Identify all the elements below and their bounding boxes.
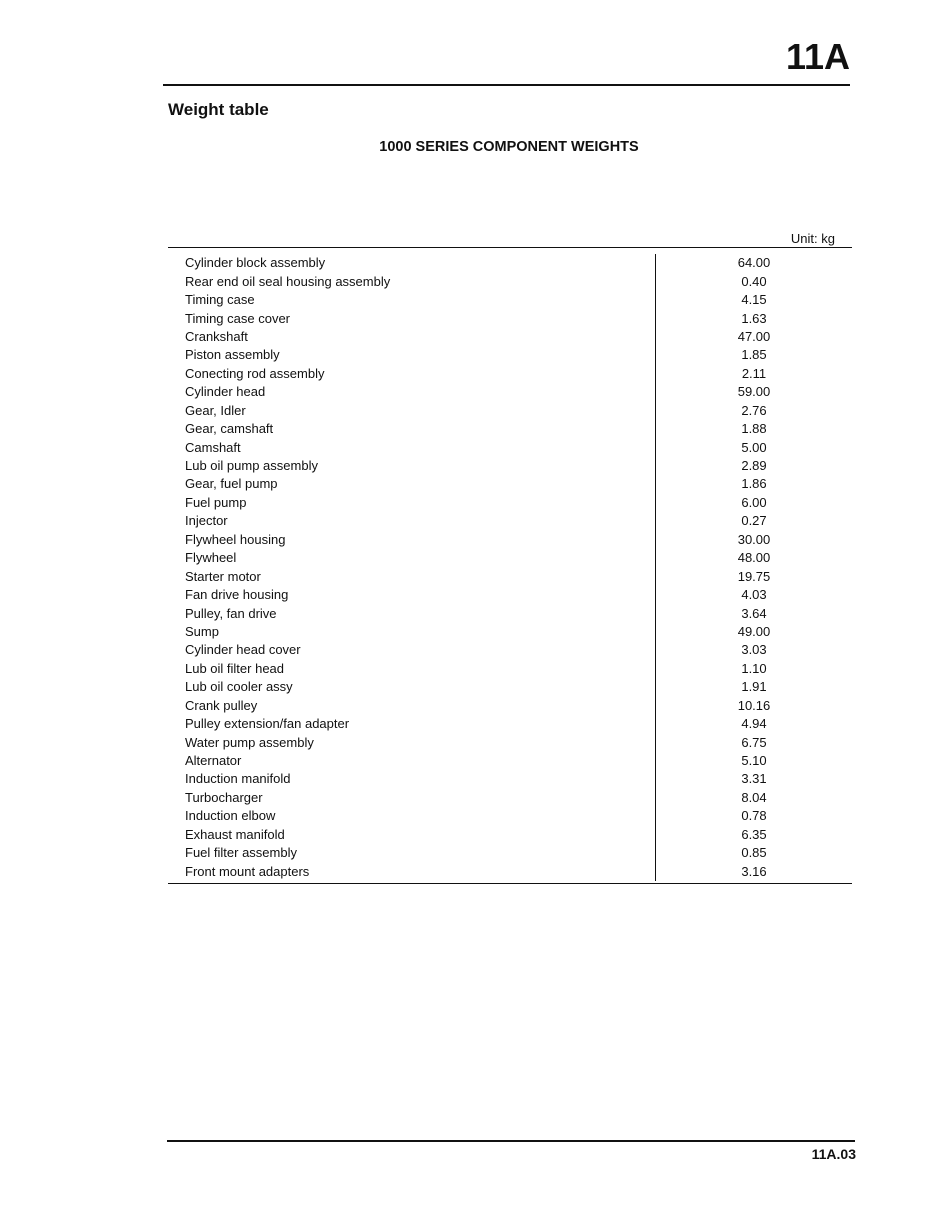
component-weight: 3.16 [741,863,767,879]
table-row [168,309,852,327]
component-weight: 1.91 [741,679,767,695]
table-row [168,826,852,844]
table-row [168,272,852,290]
section-title: Weight table [168,100,269,119]
component-weight: 2.76 [741,402,767,418]
table-row [168,291,852,309]
component-weight: 0.78 [741,808,767,824]
component-name: Camshaft [168,438,656,456]
table-row [168,346,852,364]
table-row [168,678,852,696]
table-row [168,567,852,585]
table-row [168,531,852,549]
table-row [168,660,852,678]
component-name: Exhaust manifold [168,826,656,844]
component-weight: 0.27 [741,513,767,529]
table-row [168,402,852,420]
component-weight: 1.10 [741,660,767,676]
component-weight: 5.10 [741,753,767,769]
component-weight: 1.86 [741,476,767,492]
table-row [168,770,852,788]
component-name: Fuel filter assembly [168,844,656,862]
table-row [168,789,852,807]
table-row [168,586,852,604]
component-weight: 64.00 [737,255,771,271]
component-weight: 2.89 [741,458,767,474]
table-row [168,494,852,512]
component-name: Flywheel [168,549,656,567]
component-weight: 19.75 [737,568,771,584]
table-row [168,733,852,751]
component-name: Cylinder head cover [168,641,656,659]
component-name: Cylinder block assembly [168,254,656,272]
table-row [168,604,852,622]
component-name: Conecting rod assembly [168,365,656,383]
table-row [168,641,852,659]
table-row [168,807,852,825]
table-row [168,475,852,493]
table-row [168,752,852,770]
table-title: 1000 SERIES COMPONENT WEIGHTS [379,139,639,155]
component-name: Gear, camshaft [168,420,656,438]
component-weight: 4.94 [741,716,767,732]
component-name: Lub oil pump assembly [168,457,656,475]
component-weight: 1.88 [741,421,767,437]
weight-table [168,247,852,884]
component-name: Timing case cover [168,309,656,327]
table-row [168,438,852,456]
table-row [168,420,852,438]
component-weight: 47.00 [737,328,771,344]
component-name: Lub oil cooler assy [168,678,656,696]
page-number: 11A.03 [811,1146,856,1162]
component-weight: 0.85 [741,845,767,861]
table-row [168,328,852,346]
component-name: Induction manifold [168,770,656,788]
component-name: Front mount adapters [168,862,656,880]
header-divider [163,84,850,86]
component-weight: 3.64 [741,605,767,621]
component-name: Crankshaft [168,328,656,346]
component-name: Injector [168,512,656,530]
component-name: Induction elbow [168,807,656,825]
component-weight: 6.00 [741,494,767,510]
component-weight: 10.16 [737,697,771,713]
footer-divider [167,1140,855,1142]
component-name: Pulley, fan drive [168,604,656,622]
table-row [168,697,852,715]
section-code: 11A [785,36,850,77]
component-weight: 3.31 [741,771,767,787]
component-weight: 48.00 [737,550,771,566]
table-row [168,457,852,475]
component-name: Gear, fuel pump [168,475,656,493]
component-name: Fan drive housing [168,586,656,604]
unit-label: Unit: kg [790,231,835,246]
component-name: Pulley extension/fan adapter [168,715,656,733]
table-row [168,862,852,880]
component-name: Crank pulley [168,697,656,715]
component-weight: 3.03 [741,642,767,658]
component-weight: 1.85 [741,347,767,363]
component-name: Alternator [168,752,656,770]
component-weight: 49.00 [737,623,771,639]
component-name: Starter motor [168,567,656,585]
component-weight: 4.15 [741,292,767,308]
component-name: Lub oil filter head [168,660,656,678]
component-weight: 4.03 [741,587,767,603]
component-name: Timing case [168,291,656,309]
table-row [168,383,852,401]
component-name: Rear end oil seal housing assembly [168,272,656,290]
component-name: Sump [168,623,656,641]
component-name: Gear, Idler [168,402,656,420]
component-weight: 59.00 [737,384,771,400]
component-weight: 6.35 [741,826,767,842]
component-weight: 1.63 [741,310,767,326]
component-weight: 30.00 [737,531,771,547]
component-weight: 8.04 [741,789,767,805]
component-name: Water pump assembly [168,733,656,751]
component-weight: 0.40 [741,273,767,289]
component-weight: 6.75 [741,734,767,750]
component-name: Turbocharger [168,789,656,807]
component-name: Fuel pump [168,494,656,512]
component-name: Cylinder head [168,383,656,401]
weight-table-body [168,254,852,881]
table-row [168,365,852,383]
component-weight: 2.11 [741,365,767,381]
table-row [168,512,852,530]
table-row [168,844,852,862]
component-weight: 5.00 [741,439,767,455]
weight-table-grid [168,254,852,881]
component-name: Flywheel housing [168,531,656,549]
component-name: Piston assembly [168,346,656,364]
table-row [168,549,852,567]
table-row [168,715,852,733]
table-row [168,254,852,272]
table-row [168,623,852,641]
